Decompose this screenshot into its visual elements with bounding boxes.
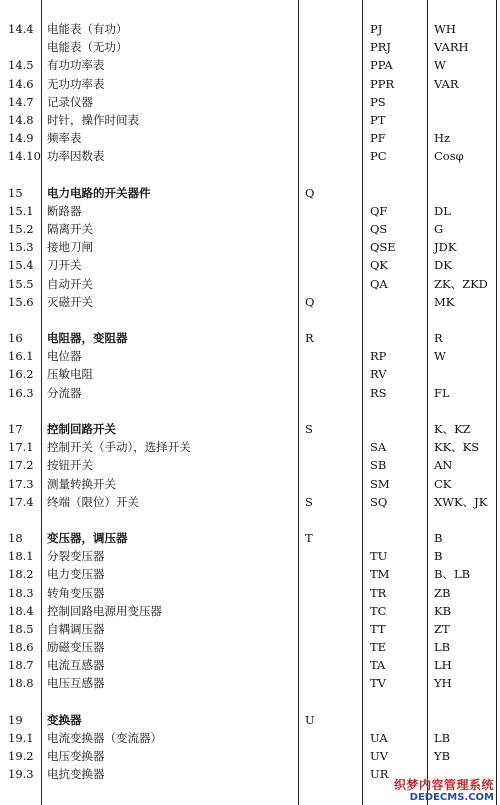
row-number: 16 (8, 331, 23, 346)
table-row (0, 38, 500, 56)
table-row (0, 602, 500, 620)
row-old-symbol: ZK、ZKD (434, 276, 488, 291)
row-name: 电压互感器 (47, 676, 105, 691)
table-row (0, 456, 500, 474)
row-new-symbol: PT (370, 112, 386, 127)
row-new-symbol: TE (370, 640, 387, 655)
row-name: 接地刀闸 (47, 240, 93, 255)
row-new-symbol: PJ (370, 22, 383, 36)
row-new-symbol: TM (370, 567, 390, 582)
table-row (0, 93, 500, 111)
table-row (0, 620, 500, 638)
row-old-symbol: YH (434, 676, 452, 691)
table-row (0, 202, 500, 220)
row-number: 19.2 (8, 749, 34, 764)
row-name: 分流器 (47, 385, 82, 400)
table-row (0, 656, 500, 674)
row-number: 15.6 (8, 294, 34, 309)
row-old-symbol: ZT (434, 621, 450, 636)
table-row (0, 147, 500, 165)
row-name: 电位器 (47, 349, 82, 364)
row-number: 18.1 (8, 549, 34, 564)
row-old-symbol: B (434, 531, 443, 546)
row-old-symbol: JDK (434, 240, 457, 255)
watermark (394, 776, 494, 803)
row-new-symbol: SB (370, 458, 387, 473)
row-name: 电压变换器 (47, 749, 105, 764)
row-new-symbol: SA (370, 440, 387, 455)
row-name: 断路器 (47, 203, 82, 218)
row-number: 14.9 (8, 131, 34, 146)
table-row (0, 20, 500, 38)
row-old-symbol: LB (434, 731, 451, 746)
row-old-symbol: Hz (434, 131, 451, 146)
row-new-symbol: SM (370, 476, 390, 491)
row-old-symbol: VAR (434, 76, 459, 91)
row-old-symbol: DL (434, 203, 451, 218)
row-number: 18.5 (8, 621, 34, 636)
row-number: 14.7 (8, 94, 34, 109)
row-name: 控制回路开关 (47, 421, 116, 436)
row-new-symbol: TU (370, 549, 388, 564)
row-name: 电能表（有功） (47, 22, 128, 36)
row-new-symbol: TR (370, 585, 387, 600)
watermark-chinese: 织梦内容管理系统 (393, 778, 494, 792)
row-number: 15.5 (8, 276, 34, 291)
row-old-symbol: ZB (434, 585, 451, 600)
row-old-symbol: KK、KS (434, 440, 480, 455)
row-new-symbol: RS (370, 385, 387, 400)
row-class-code: S (305, 494, 313, 509)
watermark-domain: DEDECMS.COM (409, 792, 494, 803)
row-number: 17.3 (8, 476, 34, 491)
row-number: 15 (8, 185, 23, 200)
row-name: 电力变压器 (47, 567, 105, 582)
row-class-code: T (305, 531, 313, 546)
table-row (0, 238, 500, 256)
table-row (0, 565, 500, 583)
row-number: 15.3 (8, 240, 34, 255)
row-new-symbol: PPR (370, 76, 395, 91)
row-number: 17 (8, 421, 23, 436)
row-name: 无功功率表 (47, 76, 105, 91)
row-new-symbol: UV (370, 749, 388, 764)
row-old-symbol: XWK、JK (434, 494, 488, 509)
table-row (0, 584, 500, 602)
table-row (0, 56, 500, 74)
row-new-symbol: QS (370, 221, 388, 236)
row-name: 转角变压器 (47, 585, 105, 600)
row-old-symbol: WH (434, 22, 456, 36)
row-number: 18.8 (8, 676, 34, 691)
row-name: 功率因数表 (47, 149, 105, 164)
table-row (0, 293, 500, 311)
row-class-code: Q (305, 294, 315, 309)
row-name: 变压器，调压器 (47, 531, 128, 546)
row-number: 16.3 (8, 385, 34, 400)
row-old-symbol: CK (434, 476, 452, 491)
row-name: 电力电路的开关器件 (47, 185, 151, 200)
row-name: 控制开关（手动），选择开关 (47, 440, 191, 455)
row-name: 压敏电阻 (47, 367, 93, 382)
row-new-symbol: QSE (370, 240, 396, 255)
row-old-symbol: FL (434, 385, 450, 400)
table-row (0, 711, 500, 729)
table-row (0, 638, 500, 656)
table-row (0, 511, 500, 529)
row-number: 16.1 (8, 349, 34, 364)
row-new-symbol: UR (370, 767, 389, 782)
row-old-symbol: W (434, 58, 446, 73)
row-number: 17.4 (8, 494, 34, 509)
row-new-symbol: UA (370, 731, 388, 746)
row-name: 控制回路电源用变压器 (47, 603, 162, 618)
row-number: 15.4 (8, 258, 34, 273)
row-new-symbol: PS (370, 94, 386, 109)
row-new-symbol: TT (370, 621, 386, 636)
row-old-symbol: W (434, 349, 446, 364)
row-new-symbol: SQ (370, 494, 388, 509)
row-number: 18 (8, 531, 23, 546)
row-old-symbol: G (434, 221, 444, 236)
row-name: 电阻器，变阻器 (47, 331, 128, 346)
table-row (0, 256, 500, 274)
row-name: 有功功率表 (47, 58, 105, 73)
row-name: 变换器 (47, 712, 82, 727)
row-name: 励磁变压器 (47, 640, 105, 655)
table-row (0, 165, 500, 183)
table-row (0, 384, 500, 402)
row-number: 18.3 (8, 585, 34, 600)
row-class-code: R (305, 331, 314, 346)
row-old-symbol: LH (434, 658, 452, 673)
row-new-symbol: TA (370, 658, 386, 673)
row-number: 14.6 (8, 76, 34, 91)
row-name: 灭磁开关 (47, 294, 93, 309)
row-number: 18.7 (8, 658, 34, 673)
row-old-symbol: B (434, 549, 443, 564)
row-old-symbol: DK (434, 258, 452, 273)
row-name: 时针，操作时间表 (47, 112, 139, 127)
row-number: 16.2 (8, 367, 34, 382)
row-number: 14.10 (8, 149, 41, 164)
row-new-symbol: QK (370, 258, 389, 273)
row-new-symbol: QA (370, 276, 388, 291)
row-number: 17.2 (8, 458, 34, 473)
row-name: 电能表（无功） (47, 40, 128, 55)
row-name: 自耦调压器 (47, 621, 105, 636)
row-class-code: Q (305, 185, 315, 200)
row-old-symbol: AN (434, 458, 453, 473)
row-new-symbol: TC (370, 603, 387, 618)
row-old-symbol: YB (434, 749, 451, 764)
row-old-symbol: Cosφ (434, 149, 464, 164)
row-new-symbol: RV (370, 367, 387, 382)
row-name: 测量转换开关 (47, 476, 116, 491)
row-old-symbol: B、LB (434, 567, 471, 582)
row-new-symbol: PPA (370, 58, 393, 73)
row-name: 终端（限位）开关 (47, 494, 139, 509)
row-new-symbol: PF (370, 131, 386, 146)
table-row (0, 111, 500, 129)
row-old-symbol: KB (434, 603, 452, 618)
table-row (0, 129, 500, 147)
table-row (0, 493, 500, 511)
row-old-symbol: VARH (434, 40, 469, 55)
row-number: 14.5 (8, 58, 34, 73)
table-row (0, 329, 500, 347)
table-row (0, 747, 500, 765)
table-row (0, 420, 500, 438)
row-number: 18.2 (8, 567, 34, 582)
row-number: 15.1 (8, 203, 34, 218)
table-row (0, 475, 500, 493)
row-name: 自动开关 (47, 276, 93, 291)
table-row (0, 311, 500, 329)
row-name: 电流变换器（变流器） (47, 731, 162, 746)
row-name: 分裂变压器 (47, 549, 105, 564)
row-name: 电抗变换器 (47, 767, 105, 782)
row-name: 按钮开关 (47, 458, 93, 473)
row-number: 18.6 (8, 640, 34, 655)
table-row (0, 529, 500, 547)
row-number: 19.3 (8, 767, 34, 782)
table-row (0, 402, 500, 420)
table-row (0, 438, 500, 456)
row-name: 电流互感器 (47, 658, 105, 673)
row-number: 18.4 (8, 603, 34, 618)
table-row (0, 547, 500, 565)
row-old-symbol: MK (434, 294, 455, 309)
row-old-symbol: LB (434, 640, 451, 655)
row-name: 记录仪器 (47, 94, 93, 109)
row-number: 14.8 (8, 112, 34, 127)
row-number: 19 (8, 712, 23, 727)
table-row (0, 347, 500, 365)
table-row (0, 729, 500, 747)
row-new-symbol: PC (370, 149, 387, 164)
table-row (0, 184, 500, 202)
row-number: 19.1 (8, 731, 34, 746)
row-old-symbol: R (434, 331, 443, 346)
row-new-symbol: RP (370, 349, 387, 364)
table-row (0, 275, 500, 293)
row-new-symbol: QF (370, 203, 388, 218)
row-old-symbol: K、KZ (434, 421, 471, 436)
row-number: 17.1 (8, 440, 34, 455)
table-row (0, 674, 500, 692)
row-name: 刀开关 (47, 258, 82, 273)
table-row (0, 693, 500, 711)
row-new-symbol: PRJ (370, 40, 392, 55)
table-row (0, 365, 500, 383)
table-row (0, 220, 500, 238)
row-number: 14.4 (8, 22, 34, 36)
table-row (0, 75, 500, 93)
row-number: 15.2 (8, 221, 34, 236)
row-name: 隔离开关 (47, 221, 93, 236)
row-class-code: U (305, 712, 315, 727)
row-name: 频率表 (47, 131, 82, 146)
row-new-symbol: TV (370, 676, 386, 691)
row-class-code: S (305, 421, 313, 436)
